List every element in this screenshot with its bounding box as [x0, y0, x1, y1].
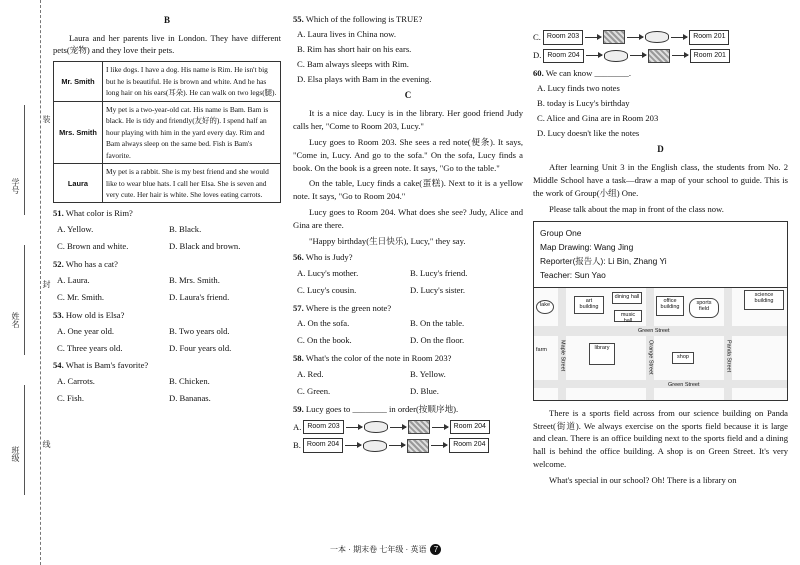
passage-c-para: On the table, Lucy finds a cake(蛋糕). Next to it is a yellow note. It says, "Go to Room 204."	[293, 178, 523, 202]
question-stem: Who has a cat?	[65, 259, 119, 270]
option[interactable]: A. Lucy finds two notes	[537, 82, 620, 93]
option[interactable]: B. Mrs. Smith.	[169, 275, 220, 285]
street-label: Green Street	[638, 327, 670, 334]
passage-d-intro: After learning Unit 3 in the English class, the students from No. 2 Middle School have a task—draw a map of your school to guide. This is the work of Group(小组) One.	[533, 161, 788, 198]
map-building: music hall	[614, 310, 642, 322]
table-icon	[648, 49, 670, 63]
map-building: art building	[574, 296, 604, 314]
binding-mark: 封	[42, 280, 51, 288]
option[interactable]: D. Black and brown.	[169, 241, 241, 252]
street-label: Panda Street	[725, 339, 732, 372]
id-label: 学号	[11, 178, 20, 194]
option[interactable]: A. Carrots.	[57, 376, 95, 387]
passage-c-para: "Happy birthday(生日快乐), Lucy," they say.	[309, 235, 466, 246]
reporter: Reporter(报告人): Li Bin, Zhang Yi	[540, 256, 667, 267]
table-row	[54, 62, 281, 101]
option[interactable]: C. Three years old.	[57, 342, 123, 353]
route-option[interactable]: B. Room 204 Room 204	[293, 438, 523, 453]
passage-c-para: It is a nice day. Lucy is in the library. Her good friend Judy calls her, "Come to Room 203, Lucy."	[293, 107, 523, 131]
option[interactable]: C. Brown and white.	[57, 241, 129, 252]
question-54: 54. What is Bam's favorite? A. Carrots. B. Chicken. C. Fish. D. Bananas.	[53, 359, 281, 407]
map-building: library	[589, 343, 615, 365]
option[interactable]: D. Elsa plays with Bam in the evening.	[297, 73, 432, 84]
name-label: 姓名	[11, 312, 20, 328]
option[interactable]: D. Lucy doesn't like the notes	[537, 127, 640, 138]
option[interactable]: D. Four years old.	[169, 342, 232, 353]
row-text: I like dogs. I have a dog. His name is Rim. He isn't big but he is beautiful. He is brown and white. And he has long hair on his ears(耳朵). He can walk on two legs(腿).	[103, 62, 281, 101]
passage-d-para: There is a sports field across from our science building on Panda Street(街道). We always exercise on the sports field because it is large and clean. There is an office building next to the sports field and a dining hall is behind the office building. A shop is on Green Street. It's very welcome.	[533, 407, 788, 470]
column-1	[53, 10, 281, 407]
option[interactable]: C. Mr. Smith.	[57, 291, 105, 302]
passage-d-para: What's special in our school? Oh! There is a library on	[549, 475, 737, 486]
row-text: My pet is a rabbit. She is my best friend and she would like to wear blue hats. I call her Elsa. She is seven and very cute. Her hair is white. She loves eating carrots.	[103, 164, 281, 203]
table-row	[54, 101, 281, 163]
map-building: science building	[744, 290, 784, 310]
question-stem: Who is Judy?	[305, 251, 353, 262]
option[interactable]: A. Red.	[297, 369, 324, 380]
question-stem: Which of the following is TRUE?	[305, 14, 423, 24]
street-label: Green Street	[668, 381, 700, 388]
passage-b-heading: B	[163, 15, 170, 25]
passage-c-heading: C	[404, 90, 412, 101]
teacher: Teacher: Sun Yao	[540, 270, 606, 281]
table-icon	[407, 439, 429, 453]
question-stem: How old is Elsa?	[65, 309, 125, 320]
group-name: Group One	[540, 227, 582, 238]
question-60: 60. We can know ________. A. Lucy finds two notes B. today is Lucy's birthday C. Alice and Gina are in Room 203 D. Lucy doesn't like the notes	[533, 67, 788, 139]
question-53: 53. How old is Elsa? A. One year old. B. Two years old. C. Three years old. D. Four years old.	[53, 309, 281, 357]
table-row	[54, 164, 281, 203]
option[interactable]: C. Lucy's cousin.	[297, 284, 357, 295]
option[interactable]: A. Laura.	[57, 275, 90, 285]
map-building: office building	[656, 296, 684, 316]
route-option[interactable]: C. Room 203 Room 201	[533, 30, 788, 45]
route-end: Room 204	[450, 420, 490, 435]
question-stem: What's the color of the note in Room 203?	[305, 353, 452, 364]
option[interactable]: C. Bam always sleeps with Rim.	[297, 58, 409, 69]
option[interactable]: C. Fish.	[57, 393, 84, 404]
sofa-icon	[604, 50, 628, 62]
option[interactable]: D. On the floor.	[410, 335, 465, 346]
map-building: lake	[536, 300, 554, 314]
question-stem: Where is the green note?	[305, 302, 392, 313]
cut-line	[40, 0, 41, 565]
route-end: Room 204	[449, 438, 489, 453]
option[interactable]: A. On the sofa.	[297, 318, 350, 329]
option[interactable]: B. today is Lucy's birthday	[537, 97, 630, 108]
map-label: farm	[536, 346, 547, 353]
binding-mark: 线	[42, 440, 51, 448]
route-start: Room 204	[303, 438, 343, 453]
pets-table	[53, 61, 281, 203]
route-end: Room 201	[689, 30, 729, 45]
route-start: Room 204	[543, 49, 583, 64]
class-label: 班级	[11, 446, 20, 462]
option[interactable]: B. Chicken.	[169, 376, 210, 387]
question-52: 52. Who has a cat? A. Laura. B. Mrs. Smith. C. Mr. Smith. D. Laura's friend.	[53, 258, 281, 306]
sofa-icon	[645, 31, 669, 43]
passage-d-para: Please talk about the map in front of the class now.	[549, 203, 724, 214]
option[interactable]: C. Alice and Gina are in Room 203	[537, 112, 659, 123]
question-51: 51. What color is Rim? A. Yellow. B. Black. C. Brown and white. D. Black and brown.	[53, 207, 281, 255]
group-info-box	[533, 221, 788, 288]
passage-d-heading: D	[657, 144, 664, 155]
question-56: 56. Who is Judy? A. Lucy's mother. B. Lucy's friend. C. Lucy's cousin. D. Lucy's sister.	[293, 251, 523, 299]
passage-b-intro: Laura and her parents live in London. They have different pets(宠物) and they love their pets.	[53, 32, 281, 56]
page-footer	[330, 544, 441, 555]
footer-text: 一本 · 期末卷 七年级 · 英语	[330, 545, 427, 554]
option[interactable]: B. Lucy's friend.	[410, 267, 468, 278]
option[interactable]: C. On the book.	[297, 335, 352, 346]
row-name: Mrs. Smith	[54, 101, 103, 163]
binding-mark: 装	[42, 115, 51, 123]
option[interactable]: B. Yellow.	[410, 369, 446, 380]
question-58: 58. What's the color of the note in Room 203? A. Red. B. Yellow. C. Green. D. Blue.	[293, 352, 523, 400]
street-label: Orange Street	[647, 339, 654, 375]
school-map	[533, 288, 788, 401]
option[interactable]: D. Lucy's sister.	[410, 284, 466, 295]
row-text: My pet is a two-year-old cat. His name is Bam. Bam is black. He is tidy and friendly(友好的). I spend half an hour playing with him in the yard every day. Rim and Bam always sleep on the same bed. Fish is Bam's favorite.	[103, 101, 281, 163]
row-name: Mr. Smith	[54, 62, 103, 101]
binding-margin	[0, 0, 51, 565]
passage-c-para: Lucy goes to Room 204. What does she see? Judy, Alice and Gina are there.	[293, 207, 523, 231]
question-57: 57. Where is the green note? A. On the sofa. B. On the table. C. On the book. D. On the floor.	[293, 302, 523, 350]
sofa-icon	[363, 440, 387, 452]
route-start: Room 203	[303, 420, 343, 435]
option[interactable]: C. Green.	[297, 385, 331, 396]
table-icon	[408, 420, 430, 434]
option[interactable]: D. Blue.	[410, 385, 439, 396]
option[interactable]: A. One year old.	[57, 325, 115, 336]
row-name: Laura	[54, 164, 103, 203]
question-59: 59. Lucy goes to ________ in order(按顺序地). A. Room 203 Room 204 B. Room 204 Room 204	[293, 403, 523, 453]
option[interactable]: A. Lucy's mother.	[297, 267, 359, 278]
option[interactable]: D. Laura's friend.	[169, 291, 230, 302]
option[interactable]: B. Black.	[169, 224, 202, 235]
passage-c-para: Lucy goes to Room 203. She sees a red note(便条). It says, "Come in, Lucy. And go to the sofa." On the sofa, Lucy finds a book. On the book is a green note. It says, "Go to the table."	[293, 136, 523, 173]
map-drawing: Map Drawing: Wang Jing	[540, 241, 634, 252]
sofa-icon	[364, 421, 388, 433]
route-end: Room 201	[690, 49, 730, 64]
question-55: 55. Which of the following is TRUE? A. Laura lives in China now. B. Rim has short hair on his ears. C. Bam always sleeps with Rim. D. Elsa plays with Bam in the evening.	[293, 13, 523, 85]
route-option[interactable]: A. Room 203 Room 204	[293, 420, 523, 435]
route-option[interactable]: D. Room 204 Room 201	[533, 49, 788, 64]
question-stem: We can know	[545, 68, 593, 78]
option[interactable]: B. On the table.	[410, 318, 465, 329]
option[interactable]: B. Two years old.	[169, 325, 230, 336]
map-building: dining hall	[612, 292, 642, 304]
option[interactable]: D. Bananas.	[169, 393, 211, 404]
map-building: shop	[672, 352, 694, 364]
option[interactable]: A. Laura lives in China now.	[297, 28, 396, 39]
route-start: Room 203	[543, 30, 583, 45]
street-label: Maple Street	[559, 339, 566, 371]
option[interactable]: B. Rim has short hair on his ears.	[297, 43, 412, 54]
option[interactable]: A. Yellow.	[57, 224, 94, 235]
column-2	[293, 10, 523, 457]
table-icon	[603, 30, 625, 44]
question-stem: What is Bam's favorite?	[65, 360, 149, 371]
question-stem: What color is Rim?	[65, 208, 133, 219]
map-building: sports field	[689, 298, 719, 318]
column-3	[533, 10, 788, 490]
page-number: 7	[430, 544, 441, 555]
